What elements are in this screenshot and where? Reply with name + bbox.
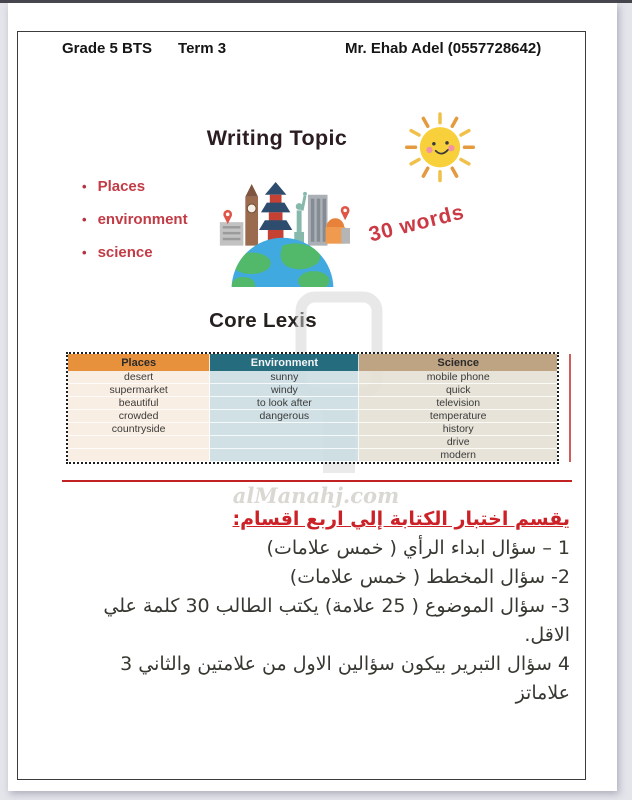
topic-environment: • environment — [82, 211, 188, 228]
header-left — [62, 40, 226, 57]
cell-science: quick — [359, 384, 557, 397]
page-title: Writing Topic — [206, 126, 348, 150]
table-row — [68, 449, 557, 462]
cell-environment: windy — [210, 384, 359, 397]
world-landmarks-illustration — [214, 171, 351, 287]
arabic-item-4: 4 سؤال التبرير بيكون سؤالين الاول من علامتين والثاني 3 علاماتز — [120, 653, 570, 704]
cell-environment: sunny — [210, 371, 359, 384]
topics-list — [82, 178, 188, 277]
arabic-instructions — [70, 505, 570, 708]
table-row — [68, 423, 557, 436]
core-lexis-title: Core Lexis — [209, 309, 317, 332]
term-label: Term 3 — [178, 40, 227, 57]
table-header-row — [68, 354, 557, 371]
cell-places: supermarket — [68, 384, 210, 397]
arabic-item-3: 3- سؤال الموضوع ( 25 علامة) يكتب الطالب 30 كلمة علي الاقل. — [103, 595, 570, 646]
arabic-item-1: 1 – سؤال ابداء الرأي ( خمس علامات) — [266, 537, 570, 559]
cell-places — [68, 449, 210, 462]
cell-places: beautiful — [68, 397, 210, 410]
core-lexis-table — [66, 352, 559, 464]
red-divider-line — [62, 480, 572, 482]
red-margin-line-vertical — [569, 354, 571, 462]
column-header-science: Science — [359, 354, 557, 371]
cell-environment: to look after — [210, 397, 359, 410]
table-row — [68, 397, 557, 410]
cell-places — [68, 436, 210, 449]
cell-science: history — [359, 423, 557, 436]
table-row — [68, 410, 557, 423]
topic-places: • Places — [82, 178, 188, 195]
cell-science: mobile phone — [359, 371, 557, 384]
arabic-item-2: 2- سؤال المخطط ( خمس علامات) — [289, 566, 570, 588]
table-row — [68, 384, 557, 397]
cell-places: countryside — [68, 423, 210, 436]
cell-environment — [210, 449, 359, 462]
cell-environment — [210, 436, 359, 449]
table-row — [68, 436, 557, 449]
watermark-site-text: alManahj.com — [232, 483, 400, 508]
sun-icon — [398, 110, 482, 188]
column-header-places: Places — [68, 354, 210, 371]
table-row — [68, 371, 557, 384]
cell-science: modern — [359, 449, 557, 462]
arabic-heading: يقسم اختبار الكتابة إلي اربع اقسام: — [232, 508, 570, 530]
topic-science: • science — [82, 244, 188, 261]
teacher-label: Mr. Ehab Adel (0557728642) — [345, 40, 542, 57]
cell-places: crowded — [68, 410, 210, 423]
cell-science: drive — [359, 436, 557, 449]
cell-science: television — [359, 397, 557, 410]
cell-environment: dangerous — [210, 410, 359, 423]
column-header-environment: Environment — [210, 354, 359, 371]
word-count-note: 30 words — [366, 200, 467, 247]
grade-label: Grade 5 BTS — [62, 40, 153, 57]
cell-science: temperature — [359, 410, 557, 423]
cell-places: desert — [68, 371, 210, 384]
cell-environment — [210, 423, 359, 436]
